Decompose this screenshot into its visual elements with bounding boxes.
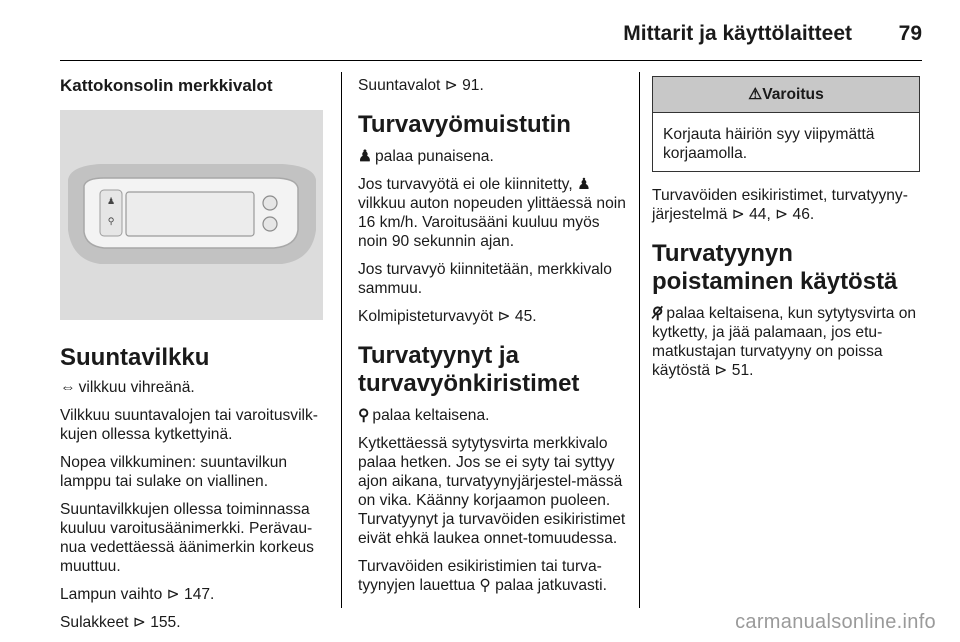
airbag-status-text: palaa keltaisena. xyxy=(372,407,490,424)
roof-console-illustration xyxy=(60,110,323,320)
svg-text:♟: ♟ xyxy=(106,197,116,207)
page-header xyxy=(60,18,922,58)
column-3 xyxy=(652,76,922,389)
paragraph: Vilkkuu suuntavalojen tai varoitusvilk-kujen ollessa kytkettyinä. xyxy=(60,407,319,443)
section-heading-airbags: Turvatyynyt ja turvavyönkiristimet xyxy=(358,342,580,397)
section-heading-seatbelt-reminder: Turvavyömuistutin xyxy=(358,111,571,138)
paragraph: Kytkettäessä sytytysvirta merkkivalo palaa hetken. Jos se ei syty tai syttyy ajon aikana, turvatyynyjärjestel-mässä on vika. Käänny korjaamon puoleen. Turvatyynyt ja turvavöiden esikiristimet eivät ehkä laukea onnet-tomuudessa. xyxy=(358,435,626,547)
paragraph: Nopea vilkkuminen: suuntavilkun lamppu tai sulake on viallinen. xyxy=(60,454,288,490)
paragraph: Jos turvavyö kiinnitetään, merkkivalo sammuu. xyxy=(358,261,612,297)
chapter-title: Mittarit ja käyttölaitteet xyxy=(623,22,852,45)
svg-text:⚲: ⚲ xyxy=(107,217,115,227)
airbag-icon: ⚲ xyxy=(358,407,370,424)
warning-icon: ⚠ xyxy=(748,86,763,103)
column-divider-2 xyxy=(639,72,640,608)
paragraph: Suuntavalot ⊳ 91. xyxy=(358,77,484,94)
warning-title: Varoitus xyxy=(762,86,824,103)
column-1 xyxy=(60,76,328,641)
seatbelt-icon: ♟ xyxy=(358,148,372,165)
watermark: carmanualsonline.info xyxy=(735,611,936,633)
roof-console-image xyxy=(60,110,323,320)
paragraph: Jos turvavyötä ei ole kiinnitetty, ♟ vilkkuu auton nopeuden ylittäessä noin 16 km/h. Varoitusääni kuuluu myös noin 90 sekunnin ajan. xyxy=(358,176,626,250)
paragraph: Lampun vaihto ⊳ 147. xyxy=(60,586,215,603)
airbag-off-status xyxy=(652,304,922,380)
section-heading-turn-signal: Suuntavilkku xyxy=(60,344,210,371)
warning-box xyxy=(652,76,920,172)
column-2 xyxy=(358,76,626,604)
warning-header xyxy=(653,77,919,113)
paragraph: Sulakkeet ⊳ 155. xyxy=(60,614,181,631)
turn-signal-status xyxy=(60,378,328,397)
page-number: 79 xyxy=(898,22,922,45)
paragraph: Kolmipisteturvavyöt ⊳ 45. xyxy=(358,308,537,325)
seatbelt-status xyxy=(358,147,626,166)
paragraph: Suuntavilkkujen ollessa toiminnassa kuuluu varoitusäänimerkki. Perävau-nua vedettäessä äänimerkin korkeus muuttuu. xyxy=(60,501,314,575)
section-heading-airbag-deactivation: Turvatyynyn poistaminen käytöstä xyxy=(652,240,898,295)
warning-text: Korjauta häiriön syy viipymättä korjaamolla. xyxy=(663,126,875,162)
paragraph: Turvavöiden esikiristimien tai turva-tyynyjen lauettua ⚲ palaa jatkuvasti. xyxy=(358,558,607,594)
section-heading-roof-console: Kattokonsolin merkkivalot xyxy=(60,76,273,95)
airbag-off-icon: ⚲̸ xyxy=(652,305,664,322)
paragraph: Turvavöiden esikiristimet, turvatyyny-järjestelmä ⊳ 44, ⊳ 46. xyxy=(652,187,908,223)
airbag-off-status-text: palaa keltaisena, kun sytytysvirta on kytketty, ja jää palamaan, jos etu-matkustajan turvatyyny on poissa käytöstä ⊳ 51. xyxy=(652,305,917,379)
turn-signal-status-text: vilkkuu vihreänä. xyxy=(78,379,195,396)
airbag-status xyxy=(358,406,626,425)
column-divider-1 xyxy=(341,72,342,608)
seatbelt-status-text: palaa punaisena. xyxy=(374,148,494,165)
header-rule xyxy=(60,60,922,61)
turn-signal-icon: ⇔ xyxy=(60,379,76,396)
